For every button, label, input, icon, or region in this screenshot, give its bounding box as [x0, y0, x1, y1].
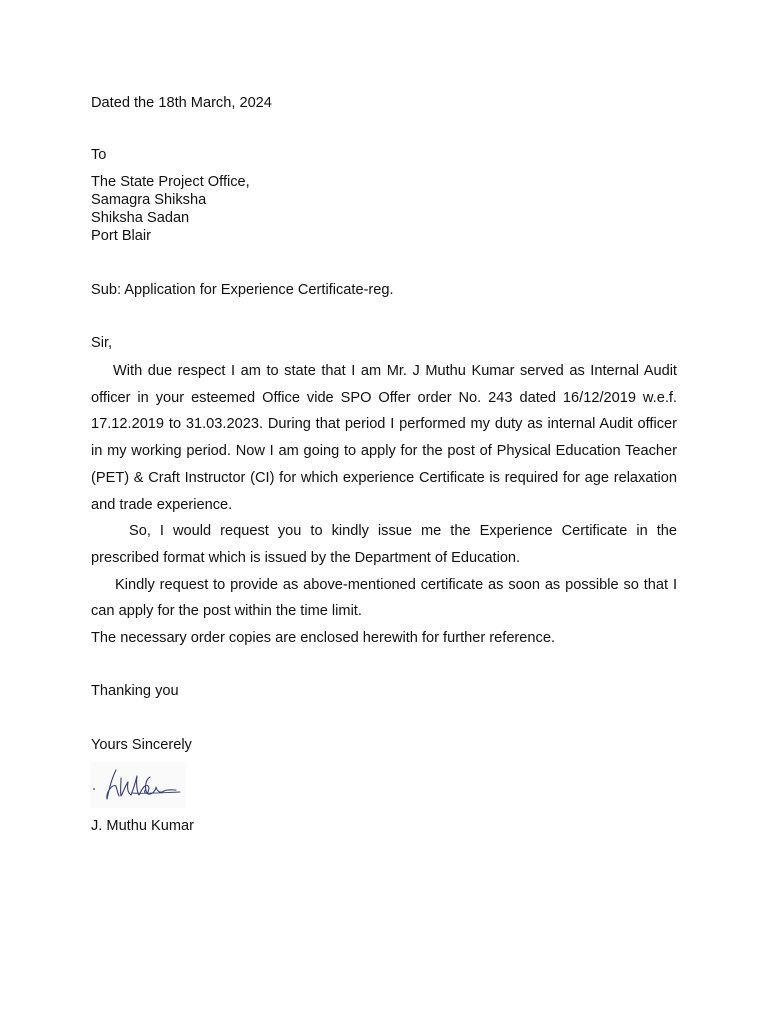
letter-body: [91, 358, 677, 652]
letter-date: Dated the 18th March, 2024: [91, 95, 272, 111]
body-paragraph: The necessary order copies are enclosed herewith for further reference.: [91, 630, 555, 647]
address-line: Samagra Shiksha: [91, 192, 207, 208]
signatory-name: J. Muthu Kumar: [91, 818, 195, 834]
thanks-line: Thanking you: [91, 683, 179, 699]
salutation: Sir,: [91, 335, 113, 351]
address-line: Shiksha Sadan: [91, 210, 190, 226]
handwritten-signature: [90, 762, 186, 808]
address-line: The State Project Office,: [91, 174, 250, 190]
body-paragraph: Kindly request to provide as above-mentioned certificate as soon as possible so that I can apply for the post within the time limit.: [91, 576, 677, 620]
address-line: Port Blair: [91, 228, 152, 244]
subject-line: Sub: Application for Experience Certificate-reg.: [91, 282, 394, 298]
body-paragraph: With due respect I am to state that I am Mr. J Muthu Kumar served as Internal Audit officer in your esteemed Office vide SPO Offer order No. 243 dated 16/12/2019 w.e.f. 17.12.2019 to 31.03.2023. During that period I performed my duty as internal Audit officer in my working period. Now I am going to apply for the post of Physical Education Teacher (PET) & Craft Instructor (CI) for which experience Certificate is required for age relaxation and trade experience.: [91, 363, 677, 513]
closing-line: Yours Sincerely: [91, 737, 192, 753]
body-paragraph: So, I would request you to kindly issue me the Experience Certificate in the prescribed format which is issued by the Department of Education.: [91, 523, 677, 566]
recipient-to: To: [91, 147, 107, 163]
